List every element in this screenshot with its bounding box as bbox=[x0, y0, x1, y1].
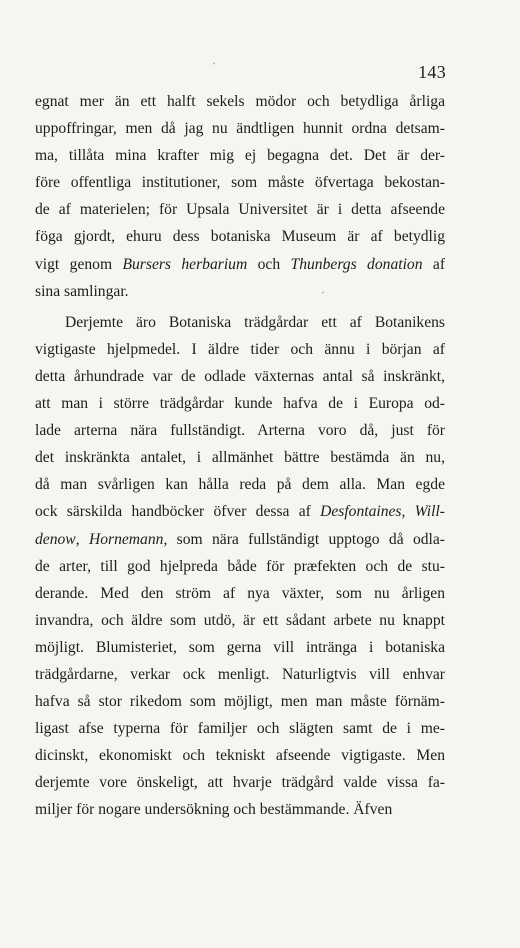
text-run: och bbox=[247, 255, 291, 273]
text-run: ock särskilda handböcker öfver dessa af bbox=[35, 503, 321, 521]
page-number: 143 bbox=[418, 62, 446, 82]
text-run: vigt genom bbox=[35, 255, 123, 273]
italic-text: denow bbox=[35, 530, 76, 548]
text-run: egnat mer än ett halft sekels mödor och betydliga årliga bbox=[35, 93, 445, 110]
italic-text: Desfontaines, Will- bbox=[320, 503, 445, 521]
text-run: föga gjordt, ehuru dess botaniska Museum är af betydlig bbox=[35, 228, 445, 246]
text-line bbox=[35, 607, 445, 634]
text-run: Derjemte äro Botaniska trädgårdar ett af Botanikens bbox=[65, 313, 445, 331]
text-run: trädgårdarne, verkar ock menligt. Naturligtvis vill enhvar bbox=[35, 665, 445, 683]
italic-text: Thunbergs donation bbox=[290, 255, 423, 273]
text-line bbox=[35, 115, 445, 142]
text-run: ligast afse typerna för familjer och slägten samt de i me- bbox=[35, 720, 445, 738]
text-run: dicinskt, ekonomiskt och tekniskt afseende vigtigaste. Men bbox=[35, 747, 445, 765]
text-line bbox=[35, 363, 445, 390]
text-line bbox=[35, 278, 445, 305]
text-line bbox=[35, 223, 445, 250]
text-line bbox=[35, 309, 445, 336]
text-run: lade arterna nära fullständigt. Arterna voro då, just för bbox=[35, 422, 445, 440]
text-line bbox=[35, 526, 445, 553]
text-run: miljer för nogare undersökning och bestämmande. Äfven bbox=[35, 801, 393, 819]
text-run: hafva så stor rikedom som möjligt, men man måste förnäm- bbox=[35, 693, 445, 711]
text-run: , bbox=[75, 530, 89, 548]
text-run: det inskränkta antalet, i allmänhet bättre bestämda än nu, bbox=[35, 449, 445, 467]
text-run: derande. Med den ström af nya växter, som nu årligen bbox=[35, 584, 445, 602]
text-run: invandra, och äldre som utdö, är ett sådant arbete nu knappt bbox=[35, 611, 445, 629]
text-line bbox=[35, 769, 445, 796]
text-run: , som nära fullständigt upptogo då odla- bbox=[163, 530, 445, 548]
text-line bbox=[35, 417, 445, 444]
italic-text: Hornemann bbox=[88, 530, 164, 548]
text-line bbox=[35, 390, 445, 417]
paper-speck bbox=[213, 62, 215, 64]
text-line bbox=[35, 336, 445, 363]
text-line bbox=[35, 196, 445, 223]
text-line bbox=[35, 471, 445, 498]
body-text bbox=[35, 88, 445, 824]
text-run: de arter, till god hjelpreda både för præfekten och de stu- bbox=[35, 557, 445, 575]
text-run: att man i större trädgårdar kunde hafva de i Europa od- bbox=[35, 395, 445, 413]
text-line bbox=[35, 580, 445, 607]
text-run: då man svårligen kan hålla reda på dem alla. Man egde bbox=[35, 476, 445, 494]
text-line bbox=[35, 498, 445, 525]
text-run: detta århundrade var de odlade växternas antal så inskränkt, bbox=[35, 367, 445, 385]
text-line bbox=[35, 634, 445, 661]
text-line bbox=[35, 251, 445, 278]
text-line bbox=[35, 796, 445, 823]
text-line bbox=[35, 169, 445, 196]
text-line bbox=[35, 444, 445, 471]
text-run: derjemte vore önskeligt, att hvarje trädgård valde vissa fa- bbox=[35, 774, 445, 792]
text-line bbox=[35, 88, 445, 115]
text-run: uppoffringar, men då jag nu ändtligen hunnit ordna detsam- bbox=[35, 120, 445, 138]
text-run: sina samlingar. bbox=[35, 282, 129, 300]
text-run: vigtigaste hjelpmedel. I äldre tider och ännu i början af bbox=[35, 340, 445, 358]
text-run: de af materielen; för Upsala Universitet är i detta afseende bbox=[35, 201, 445, 219]
paragraph bbox=[35, 309, 445, 824]
text-line bbox=[35, 688, 445, 715]
text-line bbox=[35, 142, 445, 169]
italic-text: Bursers herbarium bbox=[122, 255, 248, 273]
text-run: före offentliga institutioner, som måste öfvertaga bekostan- bbox=[35, 174, 445, 192]
text-run: ma, tillåta mina krafter mig ej begagna det. Det är der- bbox=[35, 147, 445, 165]
text-line bbox=[35, 715, 445, 742]
text-run: af bbox=[422, 255, 446, 273]
text-line bbox=[35, 742, 445, 769]
text-line bbox=[35, 661, 445, 688]
text-run: möjligt. Blumisteriet, som gerna vill intränga i botaniska bbox=[35, 638, 445, 656]
text-line bbox=[35, 553, 445, 580]
paragraph bbox=[35, 88, 445, 305]
